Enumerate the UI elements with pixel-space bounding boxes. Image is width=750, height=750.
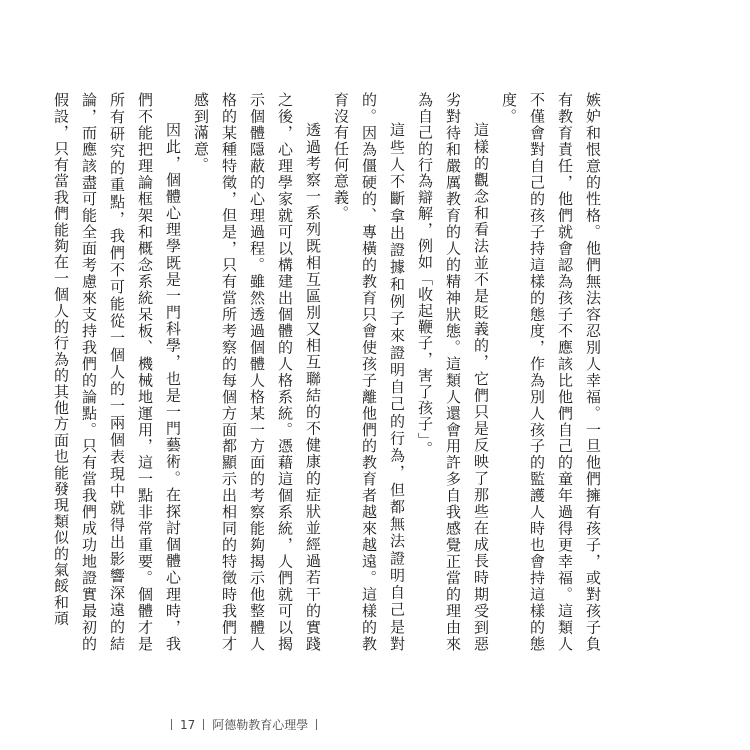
- book-title: 阿德勒教育心理學: [212, 718, 309, 732]
- footer-divider-middle: [203, 719, 204, 730]
- body-text: [47, 92, 607, 652]
- page-footer: [171, 716, 317, 733]
- paragraph-2: 這樣的觀念和看法並不是貶義的，它們只是反映了那些在成長時期受到惡劣對待和嚴厲教育的人的精神狀態。這類人還會用許多自我感覺正當的理由來為自己的行為辯解，例如「收起鞭子，害了孩子」。: [416, 92, 490, 652]
- page-number: 17: [180, 717, 196, 732]
- paragraph-4: 透過考察一系列既相互區別又相互聯結的不健康的症狀並經過若干的實踐之後，心理學家就可以構建出個體的人格系統。憑藉這個系統，人們就可以揭示個體隱蔽的心理過程。雖然透過個體人格某一方面的考察能夠揭示他整體人格的某種特徵，但是，只有當所考察的每個方面都顯示出相同的特徵時我們才感到滿意。: [192, 92, 322, 652]
- paragraph-1: 嫉妒和恨意的性格。他們無法容忍別人幸福。一旦他們擁有孩子，或對孩子負有教育責任，他們就會認為孩子不應該比他們自己的童年過得更幸福。這類人不僅會對自己的孩子持這樣的態度，作為別人孩子的監護人時也會持這樣的態度。: [500, 92, 602, 652]
- paragraph-3: 這些人不斷拿出證據和例子來證明自己的行為，但都無法證明自己是對的。因為僵硬的、專橫的教育只會使孩子離他們的教育者越來越遠。這樣的教育沒有任何意義。: [332, 92, 406, 652]
- paragraph-5: 因此，個體心理學既是一門科學，也是一門藝術。在探討個體心理時，我們不能把理論框架和概念系統呆板、機械地運用，這一點非常重要。個體才是所有研究的重點，我們不可能從一個人的一兩個表現中就得出影響深遠的結論，而應該盡可能全面考慮來支持我們的論點。只有當我們成功地證實最初的假設，只有當我們能夠在一個人的行為的其他方面也能發現類似的氣餒和頑: [52, 92, 182, 652]
- footer-divider-left: [171, 719, 172, 730]
- footer-divider-right: [316, 719, 317, 730]
